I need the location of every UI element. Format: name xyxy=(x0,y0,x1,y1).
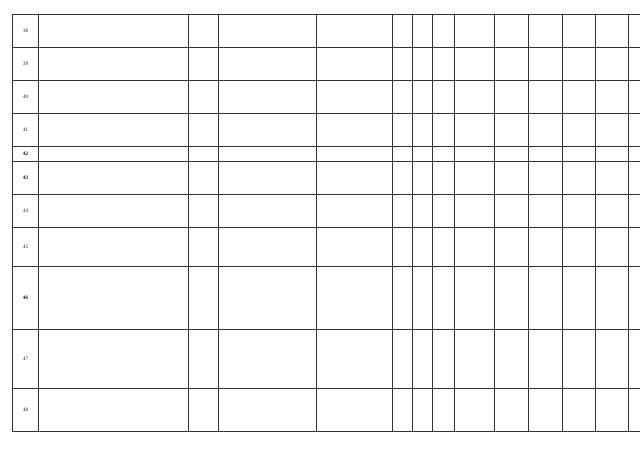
table-cell xyxy=(189,389,219,432)
table-row xyxy=(13,389,640,432)
table-cell xyxy=(529,15,563,48)
table-cell xyxy=(393,48,413,81)
table-cell xyxy=(455,330,495,389)
table-cell xyxy=(596,114,629,147)
row-number: 39 xyxy=(13,48,39,81)
table-cell xyxy=(189,330,219,389)
table-cell xyxy=(413,15,433,48)
table-cell xyxy=(317,162,393,195)
table-cell xyxy=(413,389,433,432)
table-cell xyxy=(596,15,629,48)
table-cell xyxy=(219,330,317,389)
table-cell xyxy=(433,162,455,195)
table-cell xyxy=(413,81,433,114)
table-cell xyxy=(455,228,495,267)
table-cell xyxy=(529,195,563,228)
table-cell xyxy=(433,15,455,48)
table-cell xyxy=(413,228,433,267)
table-cell xyxy=(317,147,393,162)
table-cell xyxy=(629,114,640,147)
table-cell xyxy=(529,114,563,147)
table-cell xyxy=(596,81,629,114)
table-cell xyxy=(495,81,529,114)
table-cell xyxy=(529,81,563,114)
table-cell xyxy=(455,195,495,228)
table-cell xyxy=(529,162,563,195)
table-cell xyxy=(219,147,317,162)
table-cell xyxy=(529,267,563,330)
table-cell xyxy=(219,162,317,195)
table-cell xyxy=(413,114,433,147)
table-cell xyxy=(495,330,529,389)
table-cell xyxy=(563,15,596,48)
table-cell xyxy=(455,147,495,162)
table-cell xyxy=(219,15,317,48)
table-cell xyxy=(393,228,413,267)
table-cell xyxy=(317,81,393,114)
table-row xyxy=(13,147,640,162)
table-cell xyxy=(189,195,219,228)
table-cell xyxy=(413,195,433,228)
table-cell xyxy=(219,228,317,267)
table-cell xyxy=(219,48,317,81)
row-number: 38 xyxy=(13,15,39,48)
table-cell xyxy=(393,330,413,389)
table-cell xyxy=(629,81,640,114)
table-cell xyxy=(219,195,317,228)
table-cell xyxy=(317,15,393,48)
table-cell xyxy=(495,267,529,330)
table-cell xyxy=(596,162,629,195)
table-cell xyxy=(39,162,189,195)
row-number: 46 xyxy=(13,267,39,330)
table-cell xyxy=(529,48,563,81)
table-cell xyxy=(413,267,433,330)
table-cell xyxy=(413,147,433,162)
table-cell xyxy=(393,195,413,228)
table-cell xyxy=(596,48,629,81)
table-cell xyxy=(433,48,455,81)
table-cell xyxy=(393,267,413,330)
table-cell xyxy=(529,147,563,162)
table-cell xyxy=(563,81,596,114)
table-cell xyxy=(495,195,529,228)
table-cell xyxy=(563,48,596,81)
table-cell xyxy=(433,195,455,228)
table-cell xyxy=(596,389,629,432)
table-cell xyxy=(189,228,219,267)
table-cell xyxy=(393,162,413,195)
table-cell xyxy=(495,162,529,195)
table-cell xyxy=(596,147,629,162)
table-cell xyxy=(317,195,393,228)
table-cell xyxy=(629,267,640,330)
table-cell xyxy=(596,228,629,267)
table-cell xyxy=(189,15,219,48)
table-cell xyxy=(317,330,393,389)
table-cell xyxy=(413,330,433,389)
table-cell xyxy=(413,162,433,195)
table-cell xyxy=(433,389,455,432)
table-row xyxy=(13,162,640,195)
table-cell xyxy=(317,389,393,432)
table-cell xyxy=(563,330,596,389)
table-cell xyxy=(629,48,640,81)
table-cell xyxy=(393,147,413,162)
table-cell xyxy=(39,114,189,147)
table-cell xyxy=(393,389,413,432)
table-cell xyxy=(393,114,413,147)
table-cell xyxy=(629,228,640,267)
table-cell xyxy=(629,389,640,432)
row-number: 48 xyxy=(13,389,39,432)
row-number: 43 xyxy=(13,162,39,195)
table-body xyxy=(13,15,640,432)
table-cell xyxy=(39,195,189,228)
document-page xyxy=(12,14,628,440)
table-cell xyxy=(563,228,596,267)
table-cell xyxy=(433,330,455,389)
table-cell xyxy=(563,114,596,147)
table-cell xyxy=(629,195,640,228)
table-row xyxy=(13,48,640,81)
table-row xyxy=(13,330,640,389)
table-cell xyxy=(629,162,640,195)
table-cell xyxy=(563,195,596,228)
table-cell xyxy=(189,147,219,162)
table-cell xyxy=(219,114,317,147)
row-number: 42 xyxy=(13,147,39,162)
table-cell xyxy=(189,48,219,81)
table-cell xyxy=(189,114,219,147)
table-cell xyxy=(433,81,455,114)
table-row xyxy=(13,114,640,147)
table-cell xyxy=(39,267,189,330)
program-table xyxy=(12,14,640,432)
table-cell xyxy=(563,162,596,195)
table-cell xyxy=(433,147,455,162)
table-cell xyxy=(413,48,433,81)
table-cell xyxy=(563,267,596,330)
table-cell xyxy=(39,228,189,267)
table-cell xyxy=(39,330,189,389)
table-cell xyxy=(393,81,413,114)
table-cell xyxy=(596,267,629,330)
table-cell xyxy=(39,81,189,114)
table-cell xyxy=(495,48,529,81)
table-cell xyxy=(495,228,529,267)
table-cell xyxy=(189,162,219,195)
table-cell xyxy=(495,147,529,162)
table-cell xyxy=(455,81,495,114)
table-cell xyxy=(629,147,640,162)
table-cell xyxy=(596,330,629,389)
table-cell xyxy=(629,15,640,48)
table-cell xyxy=(393,15,413,48)
table-cell xyxy=(39,147,189,162)
table-cell xyxy=(529,330,563,389)
row-number: 41 xyxy=(13,114,39,147)
table-cell xyxy=(455,162,495,195)
table-cell xyxy=(219,389,317,432)
table-row xyxy=(13,228,640,267)
table-cell xyxy=(189,267,219,330)
table-cell xyxy=(317,48,393,81)
table-cell xyxy=(563,147,596,162)
table-row xyxy=(13,15,640,48)
table-cell xyxy=(39,389,189,432)
table-cell xyxy=(563,389,596,432)
table-cell xyxy=(433,228,455,267)
table-cell xyxy=(495,389,529,432)
table-cell xyxy=(433,267,455,330)
table-cell xyxy=(189,81,219,114)
row-number: 47 xyxy=(13,330,39,389)
table-cell xyxy=(495,15,529,48)
table-cell xyxy=(455,15,495,48)
table-cell xyxy=(433,114,455,147)
table-cell xyxy=(219,267,317,330)
table-row xyxy=(13,267,640,330)
table-row xyxy=(13,81,640,114)
table-cell xyxy=(529,228,563,267)
table-cell xyxy=(629,330,640,389)
table-cell xyxy=(455,114,495,147)
table-cell xyxy=(39,48,189,81)
row-number: 44 xyxy=(13,195,39,228)
table-cell xyxy=(219,81,317,114)
table-cell xyxy=(39,15,189,48)
row-number: 40 xyxy=(13,81,39,114)
table-cell xyxy=(317,228,393,267)
table-cell xyxy=(495,114,529,147)
table-cell xyxy=(455,48,495,81)
table-cell xyxy=(455,267,495,330)
table-cell xyxy=(317,114,393,147)
table-row xyxy=(13,195,640,228)
row-number: 45 xyxy=(13,228,39,267)
table-cell xyxy=(317,267,393,330)
table-cell xyxy=(455,389,495,432)
table-cell xyxy=(596,195,629,228)
table-cell xyxy=(529,389,563,432)
